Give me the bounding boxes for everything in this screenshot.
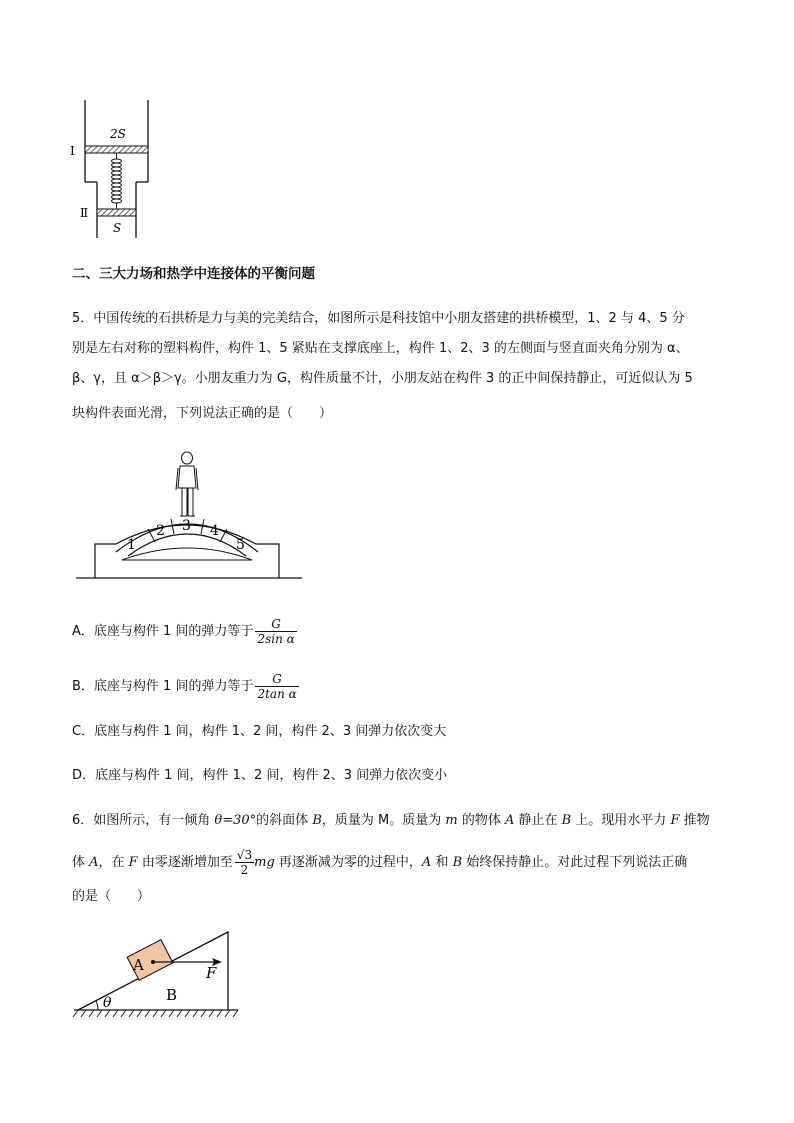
q6-var-a: A — [504, 813, 515, 828]
q6-text: 静止在 — [514, 813, 562, 828]
q5-option-a-text: A．底座与构件 1 间的弹力等于 — [72, 624, 254, 639]
arch-bridge-figure — [70, 448, 310, 584]
section-heading: 二、三大力场和热学中连接体的平衡问题 — [72, 266, 315, 282]
q5-line-1: 5．中国传统的石拱桥是力与美的完美结合，如图所示是科技馆中小朋友搭建的拱桥模型，1、2 与 4、5 分 — [72, 311, 685, 326]
q6-var-f: F — [128, 855, 138, 870]
fraction-denominator: 2tan α — [257, 687, 297, 701]
fraction-denominator: 2sin α — [257, 632, 295, 646]
fraction-numerator: √3 — [236, 848, 253, 862]
incline-figure — [70, 926, 250, 1026]
q6-text: 的斜面体 — [256, 813, 313, 828]
q6-line-3: 的是（ ） — [72, 889, 151, 904]
q6-text: 体 — [72, 855, 90, 870]
lower-piston — [97, 209, 136, 216]
q6-var-b: B — [561, 813, 572, 828]
cylinder-figure — [62, 96, 162, 242]
q6-text: 的物体 — [457, 813, 505, 828]
q5-line-2: 别是左右对称的塑料构件，构件 1、5 紧贴在支撑底座上，构件 1、2、3 的左侧面与竖直面夹角分别为 α、 — [72, 341, 689, 356]
q6-var-b: B — [452, 855, 463, 870]
piston-1-label: Ⅰ — [70, 144, 75, 158]
q5-option-a-fraction — [255, 617, 296, 646]
q5-line-4: 块构件表面光滑，下列说法正确的是（ ） — [72, 406, 333, 421]
q6-angle: θ=30° — [214, 813, 257, 828]
angle-theta-label: θ — [103, 995, 112, 1011]
q5-option-a — [72, 617, 297, 646]
q6-var-b: B — [312, 813, 322, 828]
q6-var-a: A — [89, 855, 99, 870]
force-f-label: F — [206, 964, 217, 982]
q6-var-f: F — [670, 813, 680, 828]
q6-text: ，在 — [98, 855, 129, 870]
q5-option-b-text: B．底座与构件 1 间的弹力等于 — [72, 679, 254, 694]
q6-text: 和 — [431, 855, 453, 870]
child-figure — [176, 452, 198, 516]
fraction-numerator: G — [271, 617, 281, 631]
q6-line-2 — [72, 848, 687, 877]
q6-text: ，质量为 M。质量为 — [321, 813, 446, 828]
q6-text: 上。现用水平力 — [571, 813, 671, 828]
q6-line-1 — [72, 812, 710, 830]
q6-text: 由零逐渐增加至 — [137, 855, 233, 870]
fraction-numerator: G — [272, 672, 282, 686]
q6-var-a: A — [421, 855, 432, 870]
q5-line-3: β、γ，且 α＞β＞γ。小朋友重力为 G，构件质量不计，小朋友站在构件 3 的正中间保持静止，可近似认为 5 — [72, 371, 693, 386]
q5-option-b — [72, 672, 299, 701]
bridge-piece-2: 2 — [156, 523, 165, 539]
q6-var-mg: mg — [254, 855, 275, 870]
area-top-label: 2S — [110, 127, 126, 141]
q5-option-b-fraction — [255, 672, 298, 701]
spring-icon — [112, 153, 122, 209]
q5-option-d: D．底座与构件 1 间，构件 1、2 间，构件 2、3 间弹力依次变小 — [72, 768, 448, 783]
body-b-label: B — [166, 986, 178, 1004]
piston-2-label: Ⅱ — [80, 206, 89, 220]
bridge-piece-1: 1 — [127, 537, 136, 553]
q6-text: 再逐渐减为零的过程中， — [274, 855, 422, 870]
q6-text: 6．如图所示，有一倾角 — [72, 813, 215, 828]
q6-text: 始终保持静止。对此过程下列说法正确 — [462, 855, 688, 870]
area-bottom-label: S — [113, 221, 122, 235]
fraction-denominator: 2 — [235, 862, 254, 877]
q5-option-c: C．底座与构件 1 间，构件 1、2 间，构件 2、3 间弹力依次变大 — [72, 724, 447, 739]
q6-fraction — [235, 848, 254, 877]
bridge-piece-4: 4 — [210, 523, 219, 539]
q6-text: 推物 — [679, 813, 710, 828]
block-a-label: A — [133, 956, 144, 974]
upper-piston — [85, 146, 148, 153]
bridge-piece-5: 5 — [236, 537, 245, 553]
ground-hatch — [73, 1010, 238, 1017]
q6-var-m: m — [445, 813, 458, 828]
bridge-piece-3: 3 — [182, 518, 191, 534]
angle-arc — [96, 1001, 98, 1010]
